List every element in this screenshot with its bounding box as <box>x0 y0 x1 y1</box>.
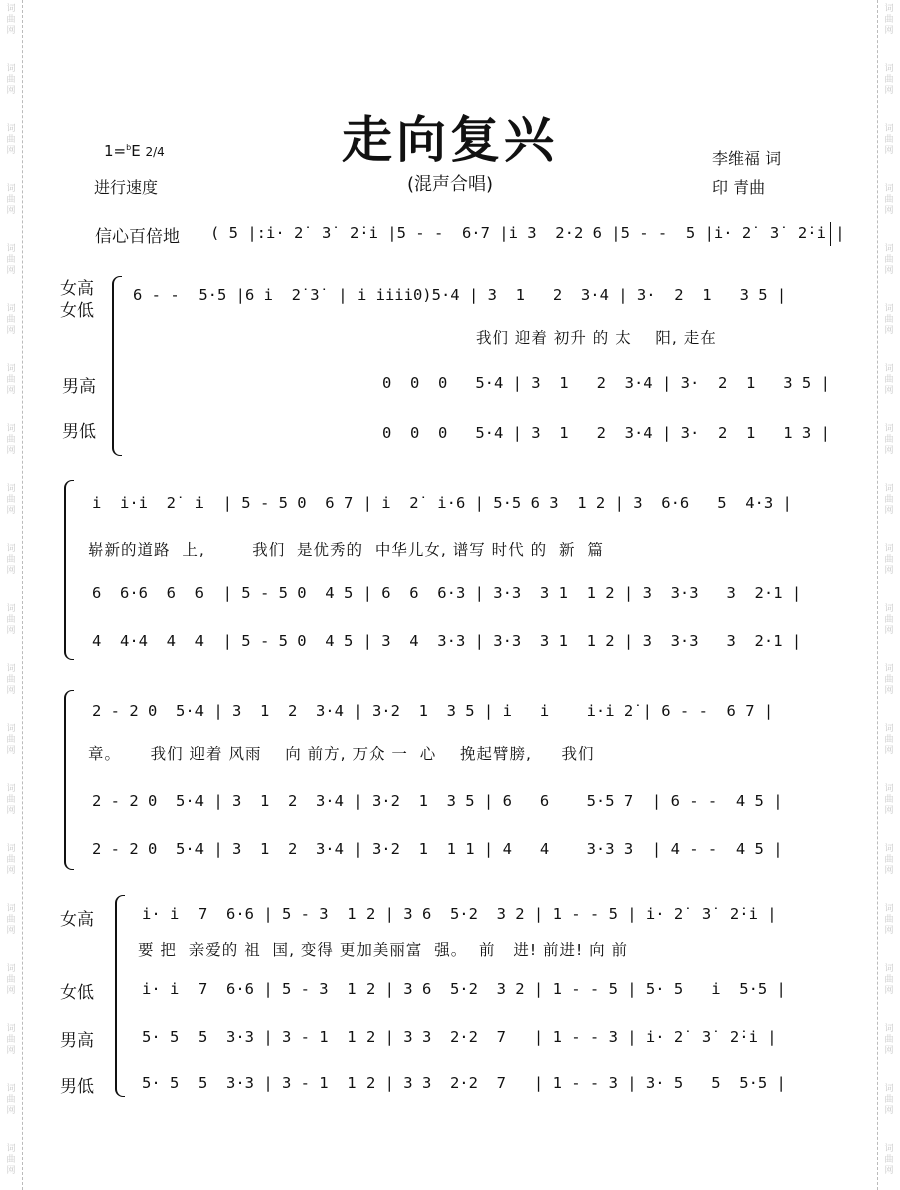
watermark-text: 词 曲 网 <box>6 304 16 336</box>
watermark-text: 词 曲 网 <box>6 244 16 276</box>
watermark-text: 词 曲 网 <box>884 1084 894 1116</box>
watermark-text: 词 曲 网 <box>6 664 16 696</box>
watermark-text: 词 曲 网 <box>6 724 16 756</box>
notes-row: 0 0 0 5·4 | 3 1 2 3·4 | 3· 2 1 3 5 | <box>382 374 830 392</box>
system-brace <box>64 690 74 870</box>
watermark-text: 词 曲 网 <box>6 964 16 996</box>
intro-notes: ( 5 |:i· 2̇ 3̇ 2̇·i |5 - - 6·7 |i 3 2·2 6 |5 - - 5 |i· 2̇ 3̇ 2̇·i | <box>210 224 845 242</box>
key-signature <box>104 142 165 160</box>
part-label-soprano-alto: 女高 女低 <box>60 279 94 321</box>
notes-row: 5· 5 5 3·3 | 3 - 1 1 2 | 3 3 2·2 7 | 1 - - 3 | 3· 5 5 5·5 | <box>142 1074 786 1092</box>
key-prefix: 1= <box>104 142 127 160</box>
part-label-tenor: 男高 <box>60 1031 94 1051</box>
watermark-text: 词 曲 网 <box>884 424 894 456</box>
part-label-bass: 男低 <box>60 1077 94 1097</box>
lyrics-row: 要 把 亲爱的 祖 国, 变得 更加美丽富 强。 前 进! 前进! 向 前 <box>138 941 629 959</box>
notes-row: 4 4·4 4 4 | 5 - 5 0 4 5 | 3 4 3·3 | 3·3 3 1 1 2 | 3 3·3 3 2·1 | <box>92 632 802 650</box>
watermark-text: 词 曲 网 <box>884 964 894 996</box>
watermark-text: 词 曲 网 <box>884 304 894 336</box>
song-title: 走向复兴 <box>342 110 558 169</box>
watermark-text: 词 曲 网 <box>6 64 16 96</box>
watermark-text: 词 曲 网 <box>884 904 894 936</box>
system-brace <box>112 276 122 456</box>
notes-row: 0 0 0 5·4 | 3 1 2 3·4 | 3· 2 1 1 3 | <box>382 424 830 442</box>
watermark-text: 词 曲 网 <box>6 124 16 156</box>
intro-expression: 信心百倍地 <box>95 227 180 247</box>
notes-row: 5· 5 5 3·3 | 3 - 1 1 2 | 3 3 2·2 7 | 1 - - 3 | i· 2̇ 3̇ 2̇·i | <box>142 1028 777 1046</box>
watermark-text: 词 曲 网 <box>6 184 16 216</box>
lyrics-row: 崭新的道路 上, 我们 是优秀的 中华儿女, 谱写 时代 的 新 篇 <box>88 541 604 559</box>
watermark-text: 词 曲 网 <box>884 4 894 36</box>
system-brace <box>115 895 125 1097</box>
notes-row: 6 - - 5·5 |6 i 2̇ 3̇ | i iiii0)5·4 | 3 1 2 3·4 | 3· 2 1 3 5 | <box>133 286 787 304</box>
key-flat: b <box>126 143 132 152</box>
watermark-text: 词 曲 网 <box>884 1144 894 1176</box>
composer-credit: 印 青曲 <box>712 178 766 197</box>
watermark-text: 词 曲 网 <box>6 1144 16 1176</box>
notes-row: 6 6·6 6 6 | 5 - 5 0 4 5 | 6 6 6·3 | 3·3 3 1 1 2 | 3 3·3 3 2·1 | <box>92 584 802 602</box>
watermark-text: 词 曲 网 <box>884 364 894 396</box>
watermark-text: 词 曲 网 <box>884 664 894 696</box>
watermark-text: 词 曲 网 <box>884 244 894 276</box>
watermark-text: 词 曲 网 <box>884 184 894 216</box>
lyricist-credit: 李维福 词 <box>712 149 782 168</box>
watermark-text: 词 曲 网 <box>6 844 16 876</box>
watermark-text: 词 曲 网 <box>884 64 894 96</box>
part-label-bass: 男低 <box>62 422 96 442</box>
watermark-text: 词 曲 网 <box>6 424 16 456</box>
watermark-text: 词 曲 网 <box>6 904 16 936</box>
watermark-text: 词 曲 网 <box>884 484 894 516</box>
time-signature: 2/4 <box>145 145 165 159</box>
watermark-text: 词 曲 网 <box>6 364 16 396</box>
part-label-tenor: 男高 <box>62 377 96 397</box>
watermark-text: 词 曲 网 <box>884 124 894 156</box>
tempo-marking: 进行速度 <box>94 178 159 197</box>
watermark-text: 词 曲 网 <box>6 1084 16 1116</box>
watermark-text: 词 曲 网 <box>884 604 894 636</box>
barline <box>830 222 831 246</box>
notes-row: i· i 7 6·6 | 5 - 3 1 2 | 3 6 5·2 3 2 | 1 - - 5 | i· 2̇ 3̇ 2̇·i | <box>142 905 777 923</box>
notes-row: i i·i 2̇ i | 5 - 5 0 6 7 | i 2̇ i·6 | 5·5 6 3 1 2 | 3 6·6 5 4·3 | <box>92 494 792 512</box>
lyrics-row: 章。 我们 迎着 风雨 向 前方, 万众 一 心 挽起臂膀, 我们 <box>88 745 595 763</box>
watermark-text: 词 曲 网 <box>884 544 894 576</box>
watermark-text: 词 曲 网 <box>884 1024 894 1056</box>
lyrics-row: 我们 迎着 初升 的 太 阳, 走在 <box>476 329 717 347</box>
part-label-alto: 女低 <box>60 983 94 1003</box>
watermark-text: 词 曲 网 <box>6 604 16 636</box>
watermark-text: 词 曲 网 <box>6 784 16 816</box>
notes-row: 2 - 2 0 5·4 | 3 1 2 3·4 | 3·2 1 3 5 | 6 6 5·5 7 | 6 - - 4 5 | <box>92 792 783 810</box>
key-note: E <box>131 142 141 160</box>
notes-row: i· i 7 6·6 | 5 - 3 1 2 | 3 6 5·2 3 2 | 1 - - 5 | 5· 5 i 5·5 | <box>142 980 786 998</box>
watermark-text: 词 曲 网 <box>6 484 16 516</box>
watermark-text: 词 曲 网 <box>6 1024 16 1056</box>
notes-row: 2 - 2 0 5·4 | 3 1 2 3·4 | 3·2 1 1 1 | 4 4 3·3 3 | 4 - - 4 5 | <box>92 840 783 858</box>
system-brace <box>64 480 74 660</box>
watermark-text: 词 曲 网 <box>6 4 16 36</box>
watermark-text: 词 曲 网 <box>884 844 894 876</box>
part-label-soprano: 女高 <box>60 910 94 930</box>
notes-row: 2 - 2 0 5·4 | 3 1 2 3·4 | 3·2 1 3 5 | i i i·i 2̇ | 6 - - 6 7 | <box>92 702 774 720</box>
watermark-text: 词 曲 网 <box>6 544 16 576</box>
watermark-text: 词 曲 网 <box>884 784 894 816</box>
song-subtitle: (混声合唱) <box>406 174 494 195</box>
watermark-text: 词 曲 网 <box>884 724 894 756</box>
